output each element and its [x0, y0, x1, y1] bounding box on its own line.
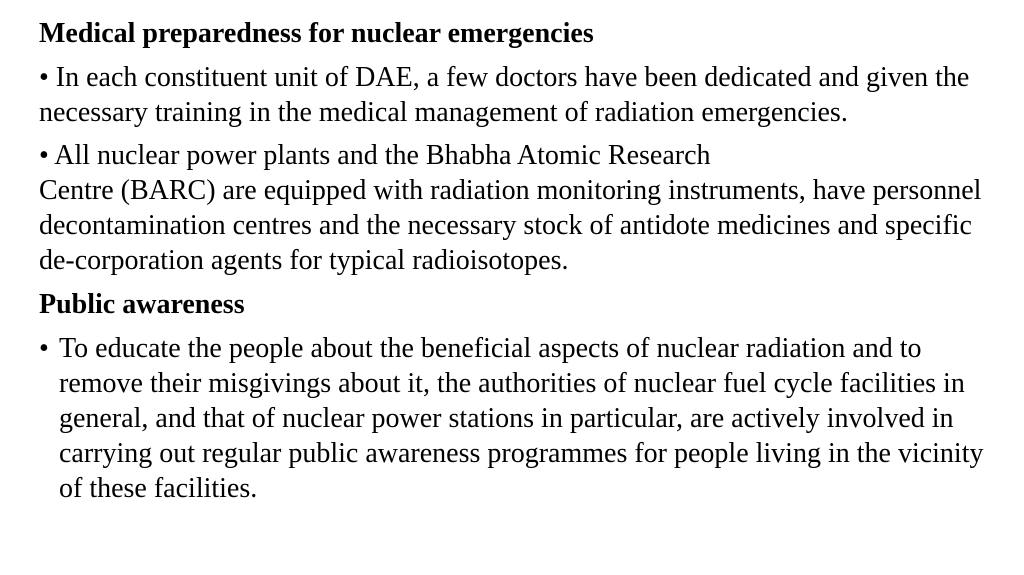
public-awareness-list: [39, 331, 999, 506]
heading-public-awareness: Public awareness: [39, 289, 245, 320]
paragraph-dae-doctors: • In each constituent unit of DAE, a few doctors have been dedicated and given the necessary training in the medical management of radiation emergencies.: [39, 62, 970, 128]
bullet-icon: •: [39, 333, 49, 364]
public-awareness-text: To educate the people about the beneficial aspects of nuclear radiation and to remove their misgivings about it, the authorities of nuclear fuel cycle facilities in general, and that of nuclear power stations in particular, are actively involved in carrying out regular public awareness programmes for people living in the vicinity of these facilities.: [59, 333, 984, 504]
paragraph-power-plants-line1: • All nuclear power plants and the Bhabha Atomic Research: [39, 140, 711, 171]
slide-content: [39, 14, 999, 506]
heading-medical-preparedness: Medical preparedness for nuclear emergencies: [39, 18, 594, 49]
paragraph-power-plants: [39, 138, 999, 278]
list-item: [39, 331, 999, 506]
paragraph-power-plants-rest: Centre (BARC) are equipped with radiation monitoring instruments, have personnel decontamination centres and the necessary stock of antidote medicines and specific de-corporation agents for typical radioisotopes.: [39, 175, 982, 276]
